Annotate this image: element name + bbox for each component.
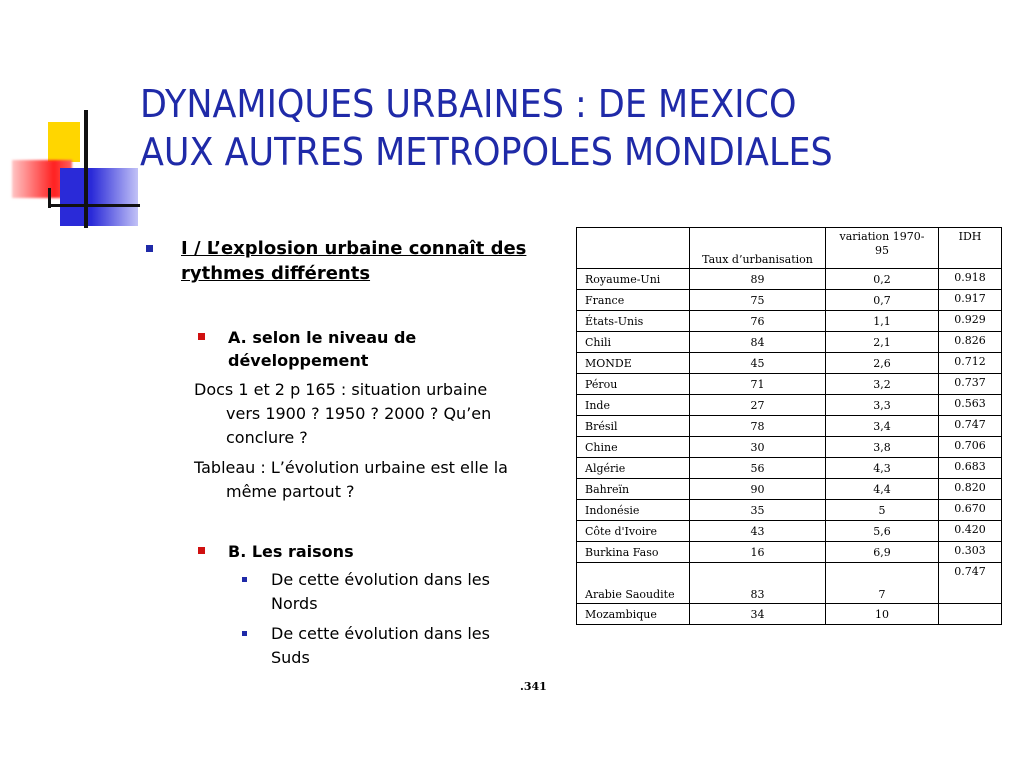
table-row (577, 416, 1002, 437)
page-number: .341 (520, 680, 547, 693)
paragraph-docs (194, 378, 554, 450)
cell-country: Arabie Saoudite (577, 563, 690, 604)
header-country (577, 228, 690, 269)
slide-logo-decoration (0, 100, 140, 230)
header-variation: variation 1970-95 (826, 228, 939, 269)
cell-variation: 0,7 (826, 290, 939, 311)
table-row (577, 500, 1002, 521)
cell-idh: 0.737 (939, 374, 1002, 395)
slide-title-line-2: AUX AUTRES METROPOLES MONDIALES (140, 130, 833, 174)
blue-square (60, 168, 138, 226)
cell-idh: 0.820 (939, 479, 1002, 500)
cell-country: Royaume-Uni (577, 269, 690, 290)
paragraph-docs-first-line: Docs 1 et 2 p 165 : situation urbaine (194, 380, 488, 399)
cell-idh: 0.918 (939, 269, 1002, 290)
cell-country: France (577, 290, 690, 311)
cell-idh: 0.706 (939, 437, 1002, 458)
cell-idh: 0.747 (939, 563, 1002, 604)
cell-urbanization: 43 (690, 521, 826, 542)
square-bullet-icon (198, 547, 205, 554)
cell-idh (939, 604, 1002, 625)
cell-variation: 4,3 (826, 458, 939, 479)
header-idh: IDH (939, 228, 1002, 269)
cell-urbanization: 30 (690, 437, 826, 458)
cell-urbanization: 89 (690, 269, 826, 290)
table-row (577, 374, 1002, 395)
cell-variation: 7 (826, 563, 939, 604)
cell-variation: 5 (826, 500, 939, 521)
bullet-heading (146, 236, 546, 286)
cell-urbanization: 35 (690, 500, 826, 521)
bullet-sub-b (198, 540, 538, 563)
paragraph-tableau (194, 456, 554, 504)
cell-idh: 0.917 (939, 290, 1002, 311)
cell-country: Mozambique (577, 604, 690, 625)
cell-urbanization: 56 (690, 458, 826, 479)
cell-idh: 0.929 (939, 311, 1002, 332)
cell-variation: 2,1 (826, 332, 939, 353)
table-row (577, 311, 1002, 332)
cell-idh: 0.420 (939, 521, 1002, 542)
yellow-square (48, 122, 80, 162)
table-row (577, 458, 1002, 479)
table-row (577, 332, 1002, 353)
bullet-item-nords (242, 568, 522, 616)
table-row (577, 269, 1002, 290)
table-row (577, 353, 1002, 374)
table-header-row (577, 228, 1002, 269)
paragraph-tableau-first-line: Tableau : L’évolution urbaine est elle la (194, 458, 508, 477)
square-bullet-icon (198, 333, 205, 340)
table-row (577, 563, 1002, 604)
cell-idh: 0.826 (939, 332, 1002, 353)
urbanization-table (576, 227, 1002, 625)
cell-country: Côte d'Ivoire (577, 521, 690, 542)
cell-variation: 6,9 (826, 542, 939, 563)
cell-idh: 0.712 (939, 353, 1002, 374)
cell-idh: 0.747 (939, 416, 1002, 437)
cell-idh: 0.303 (939, 542, 1002, 563)
square-bullet-icon (242, 631, 247, 636)
table-row (577, 542, 1002, 563)
cell-idh: 0.563 (939, 395, 1002, 416)
cell-variation: 3,8 (826, 437, 939, 458)
cell-urbanization: 78 (690, 416, 826, 437)
cell-variation: 2,6 (826, 353, 939, 374)
cell-variation: 3,2 (826, 374, 939, 395)
cell-country: Chili (577, 332, 690, 353)
cell-variation: 5,6 (826, 521, 939, 542)
cell-urbanization: 84 (690, 332, 826, 353)
header-urbanization-rate: Taux d’urbanisation (690, 228, 826, 269)
cell-urbanization: 90 (690, 479, 826, 500)
cell-country: Indonésie (577, 500, 690, 521)
bullet-item-suds (242, 622, 522, 670)
cell-urbanization: 16 (690, 542, 826, 563)
cell-variation: 3,4 (826, 416, 939, 437)
cell-urbanization: 27 (690, 395, 826, 416)
table-row (577, 290, 1002, 311)
slide-title-line-1: DYNAMIQUES URBAINES : DE MEXICO (140, 82, 797, 126)
cell-country: Inde (577, 395, 690, 416)
cell-country: États-Unis (577, 311, 690, 332)
table-row (577, 604, 1002, 625)
cell-idh: 0.683 (939, 458, 1002, 479)
paragraph-docs-continuation: vers 1900 ? 1950 ? 2000 ? Qu’en conclure ? (226, 404, 492, 447)
cell-urbanization: 76 (690, 311, 826, 332)
table-row (577, 479, 1002, 500)
subheading-a: A. selon le niveau de développement (228, 328, 417, 370)
cell-variation: 10 (826, 604, 939, 625)
slide-title (140, 80, 931, 176)
cell-urbanization: 45 (690, 353, 826, 374)
subheading-b: B. Les raisons (228, 542, 354, 561)
cell-variation: 4,4 (826, 479, 939, 500)
cell-urbanization: 71 (690, 374, 826, 395)
cell-idh: 0.670 (939, 500, 1002, 521)
cell-country: Brésil (577, 416, 690, 437)
table-row (577, 395, 1002, 416)
bullet-sub-a (198, 326, 538, 372)
cell-country: MONDE (577, 353, 690, 374)
cell-country: Pérou (577, 374, 690, 395)
item-nords: De cette évolution dans les Nords (271, 570, 490, 613)
cell-urbanization: 75 (690, 290, 826, 311)
cell-urbanization: 83 (690, 563, 826, 604)
square-bullet-icon (242, 577, 247, 582)
cell-variation: 0,2 (826, 269, 939, 290)
item-suds: De cette évolution dans les Suds (271, 624, 490, 667)
paragraph-tableau-continuation: même partout ? (226, 482, 355, 501)
cell-urbanization: 34 (690, 604, 826, 625)
table-row (577, 437, 1002, 458)
cell-country: Bahreïn (577, 479, 690, 500)
vertical-rule (84, 110, 88, 228)
cell-country: Burkina Faso (577, 542, 690, 563)
table-row (577, 521, 1002, 542)
horizontal-rule (48, 204, 140, 207)
cell-variation: 1,1 (826, 311, 939, 332)
section-heading: I / L’explosion urbaine connaît des rythmes différents (181, 238, 527, 284)
cell-country: Chine (577, 437, 690, 458)
cell-variation: 3,3 (826, 395, 939, 416)
cell-country: Algérie (577, 458, 690, 479)
square-bullet-icon (146, 245, 153, 252)
